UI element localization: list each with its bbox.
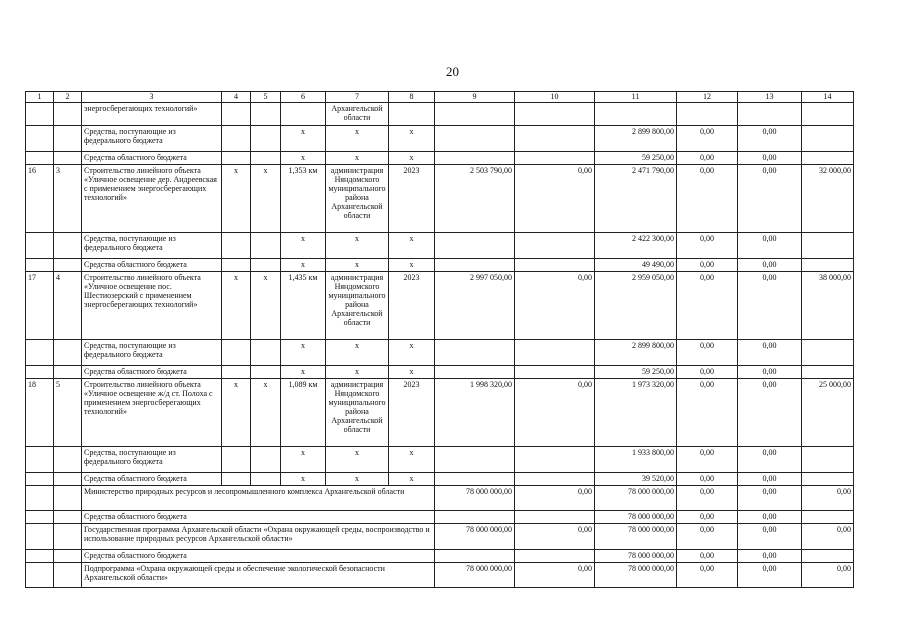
cell <box>515 447 595 473</box>
cell: х <box>251 272 281 340</box>
amount-cell: 0,00 <box>738 366 802 379</box>
amount-cell: 0,00 <box>677 486 738 511</box>
column-number: 3 <box>82 92 222 103</box>
cell <box>251 126 281 152</box>
budget-table <box>25 91 854 588</box>
amount-cell: 78 000 000,00 <box>595 563 677 588</box>
length-cell: 1,353 км <box>281 165 326 233</box>
cell <box>54 473 82 486</box>
cell <box>54 152 82 165</box>
cell <box>802 447 854 473</box>
amount-cell: 1 933 800,00 <box>595 447 677 473</box>
cell <box>54 524 82 550</box>
customer-cell: Архангельской области <box>326 103 389 126</box>
table-row <box>26 165 854 233</box>
cell: х <box>281 126 326 152</box>
object-name-cell: энергосберегающих технологий» <box>82 103 222 126</box>
cell <box>26 233 54 259</box>
amount-cell: 78 000 000,00 <box>595 486 677 511</box>
cell: х <box>389 152 435 165</box>
cell: х <box>281 473 326 486</box>
amount-cell: 0,00 <box>515 379 595 447</box>
year-cell: 2023 <box>389 272 435 340</box>
amount-cell: 59 250,00 <box>595 152 677 165</box>
column-number-row <box>26 92 854 103</box>
amount-cell: 0,00 <box>738 447 802 473</box>
cell <box>26 126 54 152</box>
table-row <box>26 473 854 486</box>
amount-cell: 2 899 800,00 <box>595 340 677 366</box>
table-row <box>26 126 854 152</box>
amount-cell: 0,00 <box>738 165 802 233</box>
cell <box>26 340 54 366</box>
amount-cell: 78 000 000,00 <box>595 524 677 550</box>
customer-cell: администрация Няндомского муниципального района Архангельской области <box>326 165 389 233</box>
amount-cell: 0,00 <box>738 259 802 272</box>
cell <box>515 103 595 126</box>
cell: х <box>389 473 435 486</box>
amount-cell: 0,00 <box>677 366 738 379</box>
cell <box>26 447 54 473</box>
column-number: 7 <box>326 92 389 103</box>
table-row <box>26 486 854 511</box>
amount-cell: 0,00 <box>677 126 738 152</box>
column-number: 5 <box>251 92 281 103</box>
funding-label: Средства, поступающие из федерального бюджета <box>82 447 222 473</box>
amount-cell: 78 000 000,00 <box>595 550 677 563</box>
funding-label: Средства областного бюджета <box>82 511 435 524</box>
table-row <box>26 103 854 126</box>
column-number: 9 <box>435 92 515 103</box>
column-number: 13 <box>738 92 802 103</box>
year-cell: 2023 <box>389 379 435 447</box>
cell <box>26 473 54 486</box>
amount-cell: 78 000 000,00 <box>435 563 515 588</box>
row-number: 17 <box>26 272 54 340</box>
column-number: 4 <box>222 92 251 103</box>
amount-cell: 78 000 000,00 <box>595 511 677 524</box>
funding-label: Средства областного бюджета <box>82 473 222 486</box>
amount-cell: 0,00 <box>677 511 738 524</box>
amount-cell: 0,00 <box>738 524 802 550</box>
table-row <box>26 447 854 473</box>
cell <box>435 103 515 126</box>
cell: х <box>251 379 281 447</box>
amount-cell: 0,00 <box>677 524 738 550</box>
cell <box>802 126 854 152</box>
column-number: 10 <box>515 92 595 103</box>
cell <box>251 233 281 259</box>
cell: х <box>281 447 326 473</box>
cell: х <box>222 379 251 447</box>
amount-cell: 1 998 320,00 <box>435 379 515 447</box>
cell <box>435 126 515 152</box>
cell: х <box>281 259 326 272</box>
amount-cell: 0,00 <box>677 259 738 272</box>
cell <box>435 511 515 524</box>
cell <box>251 340 281 366</box>
table-row <box>26 272 854 340</box>
amount-cell: 0,00 <box>738 340 802 366</box>
cell <box>222 126 251 152</box>
object-name-cell: Строительство линейного объекта «Уличное освещение дер. Андреевская с применением энергосберегающих технологий» <box>82 165 222 233</box>
cell: х <box>326 340 389 366</box>
amount-cell: 0,00 <box>677 379 738 447</box>
cell: х <box>389 233 435 259</box>
cell <box>435 152 515 165</box>
amount-cell: 2 959 050,00 <box>595 272 677 340</box>
cell <box>515 366 595 379</box>
cell <box>677 103 738 126</box>
amount-cell: 0,00 <box>738 511 802 524</box>
funding-label: Средства областного бюджета <box>82 366 222 379</box>
amount-cell: 0,00 <box>802 524 854 550</box>
cell <box>54 366 82 379</box>
cell: х <box>281 152 326 165</box>
amount-cell: 0,00 <box>515 272 595 340</box>
funding-label: Средства областного бюджета <box>82 152 222 165</box>
cell <box>435 340 515 366</box>
amount-cell: 2 471 790,00 <box>595 165 677 233</box>
cell <box>802 233 854 259</box>
column-number: 11 <box>595 92 677 103</box>
column-number: 8 <box>389 92 435 103</box>
cell: х <box>251 165 281 233</box>
cell <box>435 550 515 563</box>
amount-cell: 0,00 <box>677 152 738 165</box>
cell <box>54 103 82 126</box>
row-number: 16 <box>26 165 54 233</box>
amount-cell: 0,00 <box>677 550 738 563</box>
cell: х <box>281 340 326 366</box>
column-number: 2 <box>54 92 82 103</box>
cell: х <box>281 366 326 379</box>
item-number: 4 <box>54 272 82 340</box>
amount-cell: 0,00 <box>515 486 595 511</box>
cell <box>26 486 54 511</box>
cell <box>251 473 281 486</box>
object-name-cell: Строительство линейного объекта «Уличное освещение пос. Шестиозерский с применением энергосберегающих технологий» <box>82 272 222 340</box>
amount-cell: 0,00 <box>738 486 802 511</box>
cell <box>802 366 854 379</box>
program-label: Государственная программа Архангельской области «Охрана окружающей среды, воспроизводство и использование природных ресурсов Архангельской области» <box>82 524 435 550</box>
cell <box>26 524 54 550</box>
cell: х <box>389 447 435 473</box>
cell: х <box>326 473 389 486</box>
amount-cell: 0,00 <box>738 550 802 563</box>
funding-label: Средства областного бюджета <box>82 550 435 563</box>
cell <box>435 473 515 486</box>
amount-cell: 0,00 <box>677 272 738 340</box>
cell <box>515 152 595 165</box>
cell <box>802 103 854 126</box>
amount-cell: 0,00 <box>738 563 802 588</box>
cell <box>251 152 281 165</box>
length-cell: 1,435 км <box>281 272 326 340</box>
cell <box>26 550 54 563</box>
funding-label: Средства областного бюджета <box>82 259 222 272</box>
object-name-cell: Строительство линейного объекта «Уличное освещение ж/д ст. Полоха с применением энергосберегающих технологий» <box>82 379 222 447</box>
cell <box>222 103 251 126</box>
cell <box>515 511 595 524</box>
amount-cell: 25 000,00 <box>802 379 854 447</box>
amount-cell: 39 520,00 <box>595 473 677 486</box>
cell <box>515 340 595 366</box>
cell <box>54 550 82 563</box>
cell <box>54 233 82 259</box>
amount-cell: 0,00 <box>677 233 738 259</box>
cell <box>515 550 595 563</box>
column-number: 14 <box>802 92 854 103</box>
amount-cell: 0,00 <box>738 233 802 259</box>
cell <box>435 233 515 259</box>
cell: х <box>389 259 435 272</box>
cell: х <box>326 259 389 272</box>
cell <box>222 473 251 486</box>
table-row <box>26 550 854 563</box>
cell: х <box>326 366 389 379</box>
table-row <box>26 563 854 588</box>
column-number: 6 <box>281 92 326 103</box>
cell <box>222 447 251 473</box>
amount-cell: 59 250,00 <box>595 366 677 379</box>
cell: х <box>222 165 251 233</box>
cell <box>54 259 82 272</box>
cell <box>222 366 251 379</box>
amount-cell: 38 000,00 <box>802 272 854 340</box>
cell: х <box>326 447 389 473</box>
page-number: 20 <box>446 64 459 79</box>
cell <box>54 126 82 152</box>
cell: х <box>326 126 389 152</box>
amount-cell: 78 000 000,00 <box>435 486 515 511</box>
funding-label: Средства, поступающие из федерального бюджета <box>82 233 222 259</box>
table-row <box>26 366 854 379</box>
amount-cell: 0,00 <box>677 447 738 473</box>
item-number: 5 <box>54 379 82 447</box>
cell <box>54 340 82 366</box>
amount-cell: 0,00 <box>738 473 802 486</box>
cell: х <box>222 272 251 340</box>
amount-cell: 0,00 <box>802 563 854 588</box>
subprogram-label: Подпрограмма «Охрана окружающей среды и обеспечение экологической безопасности Архангельской области» <box>82 563 435 588</box>
cell <box>281 103 326 126</box>
year-cell: 2023 <box>389 165 435 233</box>
cell <box>515 473 595 486</box>
funding-label: Средства, поступающие из федерального бюджета <box>82 340 222 366</box>
table-row <box>26 233 854 259</box>
table-row <box>26 340 854 366</box>
amount-cell: 32 000,00 <box>802 165 854 233</box>
amount-cell: 0,00 <box>802 486 854 511</box>
cell <box>435 366 515 379</box>
cell <box>802 340 854 366</box>
cell: х <box>281 233 326 259</box>
cell: х <box>389 366 435 379</box>
table-row <box>26 259 854 272</box>
cell <box>54 563 82 588</box>
cell <box>26 152 54 165</box>
cell <box>251 447 281 473</box>
cell: х <box>389 126 435 152</box>
cell <box>802 511 854 524</box>
amount-cell: 0,00 <box>515 563 595 588</box>
table-row <box>26 379 854 447</box>
cell <box>389 103 435 126</box>
table-row <box>26 152 854 165</box>
cell <box>802 152 854 165</box>
cell <box>515 259 595 272</box>
amount-cell: 0,00 <box>515 524 595 550</box>
cell: х <box>326 152 389 165</box>
amount-cell: 49 490,00 <box>595 259 677 272</box>
cell <box>26 103 54 126</box>
cell <box>222 152 251 165</box>
ministry-label: Министерство природных ресурсов и лесопромышленного комплекса Архангельской области <box>82 486 435 511</box>
cell <box>222 233 251 259</box>
cell <box>515 233 595 259</box>
amount-cell: 0,00 <box>677 165 738 233</box>
cell <box>222 259 251 272</box>
cell <box>222 340 251 366</box>
cell <box>802 473 854 486</box>
cell <box>251 103 281 126</box>
amount-cell: 2 899 800,00 <box>595 126 677 152</box>
cell <box>54 511 82 524</box>
item-number: 3 <box>54 165 82 233</box>
amount-cell: 2 503 790,00 <box>435 165 515 233</box>
amount-cell: 1 973 320,00 <box>595 379 677 447</box>
length-cell: 1,089 км <box>281 379 326 447</box>
amount-cell: 2 422 300,00 <box>595 233 677 259</box>
customer-cell: администрация Няндомского муниципального района Архангельской области <box>326 379 389 447</box>
column-number: 12 <box>677 92 738 103</box>
column-number: 1 <box>26 92 54 103</box>
amount-cell: 0,00 <box>738 152 802 165</box>
cell <box>54 447 82 473</box>
cell <box>435 447 515 473</box>
table-row <box>26 511 854 524</box>
amount-cell: 0,00 <box>677 473 738 486</box>
cell <box>802 550 854 563</box>
amount-cell: 0,00 <box>677 563 738 588</box>
customer-cell: администрация Няндомского муниципального района Архангельской области <box>326 272 389 340</box>
cell <box>54 486 82 511</box>
cell <box>26 563 54 588</box>
cell <box>435 259 515 272</box>
cell <box>251 259 281 272</box>
cell <box>26 511 54 524</box>
amount-cell: 2 997 050,00 <box>435 272 515 340</box>
amount-cell: 78 000 000,00 <box>435 524 515 550</box>
cell: х <box>326 233 389 259</box>
cell <box>251 366 281 379</box>
amount-cell: 0,00 <box>738 272 802 340</box>
amount-cell: 0,00 <box>738 379 802 447</box>
amount-cell: 0,00 <box>515 165 595 233</box>
funding-label: Средства, поступающие из федерального бюджета <box>82 126 222 152</box>
table-row <box>26 524 854 550</box>
row-number: 18 <box>26 379 54 447</box>
cell <box>26 366 54 379</box>
amount-cell: 0,00 <box>738 126 802 152</box>
cell <box>595 103 677 126</box>
cell <box>802 259 854 272</box>
cell <box>738 103 802 126</box>
cell: х <box>389 340 435 366</box>
amount-cell: 0,00 <box>677 340 738 366</box>
cell <box>26 259 54 272</box>
cell <box>515 126 595 152</box>
